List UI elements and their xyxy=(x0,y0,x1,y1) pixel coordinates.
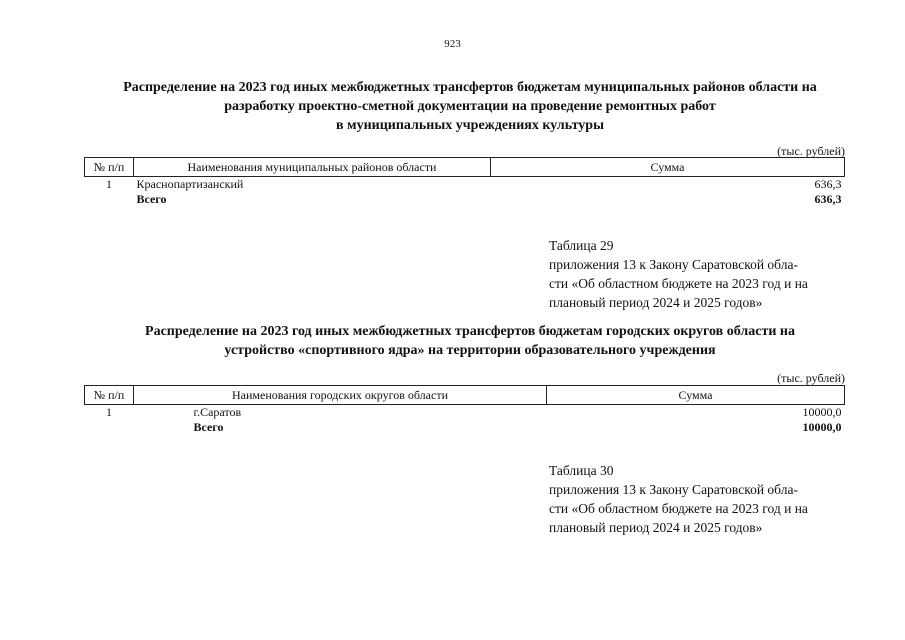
appendix2-note xyxy=(549,461,845,537)
row-name: г.Саратов xyxy=(193,405,242,419)
section1-heading xyxy=(60,78,880,135)
total-label: Всего xyxy=(193,420,224,434)
table-row xyxy=(85,177,845,193)
appendix2-line: приложения 13 к Закону Саратовской обла- xyxy=(549,482,798,497)
page-number: 923 xyxy=(444,38,461,50)
appendix1-line: приложения 13 к Закону Саратовской обла- xyxy=(549,257,798,272)
row-name: Краснопартизанский xyxy=(136,177,244,191)
section2-heading-line: Распределение на 2023 год иных межбюджетных трансфертов бюджетам городских округов области на xyxy=(145,324,795,339)
section1-unit-label: (тыс. рублей) xyxy=(777,144,845,158)
section1-heading-line: разработку проектно-сметной документации на проведение ремонтных работ xyxy=(224,99,716,114)
section2-table xyxy=(84,385,845,435)
section1-heading-line: в муниципальных учреждениях культуры xyxy=(335,118,604,133)
section2-unit-label: (тыс. рублей) xyxy=(777,371,845,385)
total-sum: 10000,0 xyxy=(802,420,842,434)
appendix2-line: плановый период 2024 и 2025 годов» xyxy=(549,520,763,535)
total-sum: 636,3 xyxy=(814,192,842,206)
table-row xyxy=(85,405,845,421)
appendix2-title: Таблица 30 xyxy=(549,463,614,478)
row-number: 1 xyxy=(106,405,112,419)
column-header-sum: Сумма xyxy=(491,158,845,177)
column-header-sum: Сумма xyxy=(547,386,845,405)
column-header-number: № п/п xyxy=(85,386,134,405)
section1-heading-line: Распределение на 2023 год иных межбюджетных трансфертов бюджетам муниципальных районов области на xyxy=(123,80,817,95)
section2-heading xyxy=(60,322,880,360)
section1-table xyxy=(84,157,845,207)
column-header-number: № п/п xyxy=(85,158,134,177)
appendix1-title: Таблица 29 xyxy=(549,238,614,253)
appendix2-line: сти «Об областном бюджете на 2023 год и на xyxy=(549,501,808,516)
row-sum: 10000,0 xyxy=(802,405,842,419)
table-total-row xyxy=(85,192,845,207)
appendix1-note xyxy=(549,236,845,312)
table-total-row xyxy=(85,420,845,435)
table-header-row xyxy=(85,158,845,177)
table-header-row xyxy=(85,386,845,405)
total-label: Всего xyxy=(136,192,167,206)
row-number: 1 xyxy=(106,177,112,191)
row-sum: 636,3 xyxy=(814,177,842,191)
appendix1-line: плановый период 2024 и 2025 годов» xyxy=(549,295,763,310)
column-header-name: Наименования городских округов области xyxy=(134,386,547,405)
section2-heading-line: устройство «спортивного ядра» на территории образовательного учреждения xyxy=(224,343,716,358)
appendix1-line: сти «Об областном бюджете на 2023 год и на xyxy=(549,276,808,291)
column-header-name: Наименования муниципальных районов области xyxy=(134,158,491,177)
